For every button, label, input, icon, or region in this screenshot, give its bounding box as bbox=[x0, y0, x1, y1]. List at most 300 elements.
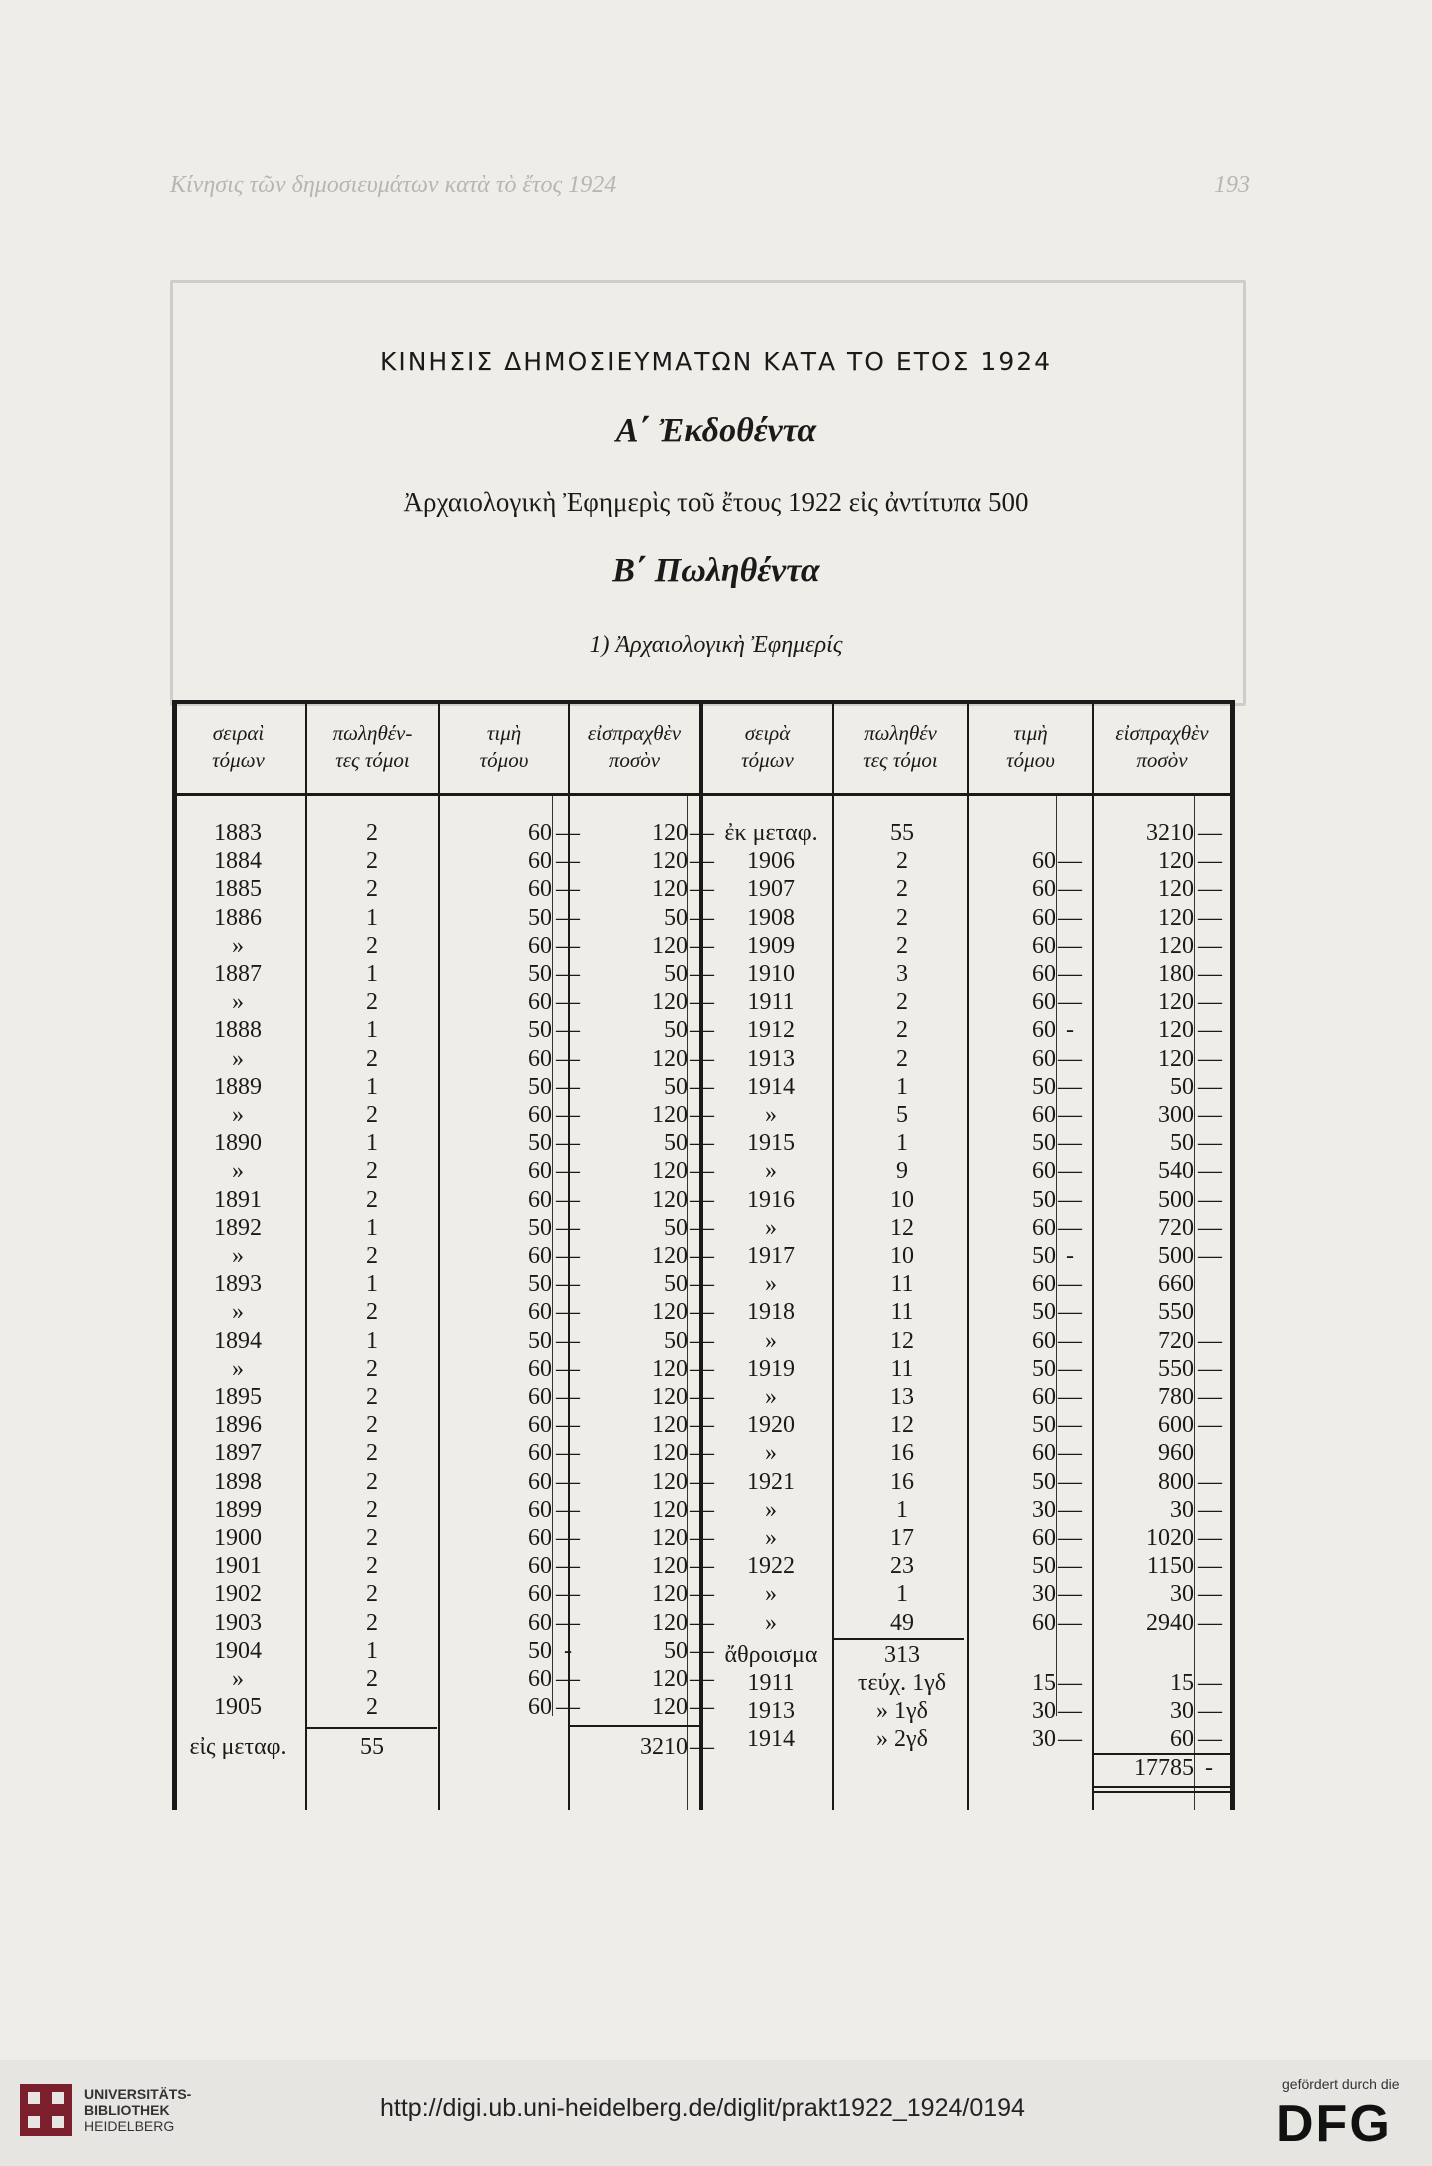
left-cell-sold: 1 bbox=[366, 1327, 378, 1354]
left-cell-series: 1900 bbox=[214, 1525, 262, 1551]
right-cell-amount: 960 bbox=[1158, 1440, 1194, 1467]
right-cell-price-dash: — bbox=[1058, 1214, 1082, 1241]
left-cell-price-dash: — bbox=[556, 876, 580, 903]
right-cell-amount: 30 bbox=[1170, 1581, 1194, 1608]
table-row bbox=[172, 848, 1235, 876]
right-cell-price-dash: - bbox=[1066, 1243, 1074, 1269]
right-cell-sold: 2 bbox=[896, 932, 908, 959]
left-cell-series: 1884 bbox=[214, 848, 262, 875]
right-cell-price-dash: — bbox=[1058, 1384, 1082, 1410]
left-cell-series: 1902 bbox=[214, 1581, 262, 1608]
right-cell-series: » bbox=[765, 1158, 777, 1185]
left-cell-amount-dash: — bbox=[690, 1214, 714, 1241]
right-cell-amount: 30 bbox=[1170, 1698, 1194, 1725]
left-cell-sold: 1 bbox=[366, 1214, 378, 1241]
header-sold: πωληθέν- τες τόμοι bbox=[332, 721, 413, 772]
table-row bbox=[172, 1670, 1235, 1698]
right-cell-amount: 50 bbox=[1170, 1130, 1194, 1157]
left-cell-price-dash: — bbox=[556, 1412, 580, 1439]
right-cell-sold: 1 bbox=[896, 1581, 908, 1608]
header-amount-2: εἰσπραχθὲν ποσὸν bbox=[1115, 721, 1209, 772]
bleed-through-title: Κίνησις τῶν δημοσιευμάτων κατὰ τὸ ἔτος 1924 bbox=[170, 172, 617, 198]
right-cell-amount-dash: — bbox=[1198, 1130, 1222, 1157]
right-cell-price: 30 bbox=[1032, 1726, 1056, 1753]
table-row bbox=[172, 1384, 1235, 1412]
left-cell-price: 60 bbox=[528, 1102, 552, 1128]
right-cell-amount-dash: — bbox=[1198, 1017, 1222, 1044]
left-cell-amount-dash: — bbox=[690, 1355, 714, 1382]
section-a-heading: Α΄ Ἐκδοθέντα bbox=[615, 412, 817, 449]
right-cell-price-dash: — bbox=[1058, 1130, 1082, 1157]
left-cell-price-dash: — bbox=[556, 1243, 580, 1269]
right-cell-price: 60 bbox=[1032, 961, 1056, 987]
right-cell-price: 30 bbox=[1032, 1698, 1056, 1725]
left-cell-amount: 120 bbox=[652, 1243, 688, 1269]
sales-table bbox=[172, 700, 1235, 1810]
left-cell-sold: 1 bbox=[366, 1271, 378, 1298]
right-cell-price-dash: — bbox=[1058, 1045, 1082, 1072]
right-cell-price-dash: — bbox=[1058, 989, 1082, 1016]
left-cell-amount: 120 bbox=[652, 876, 688, 903]
left-cell-sold: 2 bbox=[366, 848, 378, 875]
right-cell-amount: 720 bbox=[1158, 1327, 1194, 1354]
right-cell-amount-dash: — bbox=[1198, 820, 1222, 846]
right-cell-price: 50 bbox=[1032, 1355, 1056, 1382]
right-cell-sold: 16 bbox=[890, 1440, 914, 1467]
right-amount-double-rule-2 bbox=[1094, 1791, 1230, 1793]
right-cell-series: » bbox=[765, 1214, 777, 1241]
table-row bbox=[172, 1525, 1235, 1553]
right-cell-price: 60 bbox=[1032, 989, 1056, 1016]
left-cell-amount-dash: — bbox=[690, 1525, 714, 1551]
right-cell-price: 60 bbox=[1032, 1045, 1056, 1072]
dfg-logo: DFG bbox=[1276, 2095, 1392, 2153]
left-cell-price-dash: — bbox=[556, 1609, 580, 1636]
left-cell-amount: 120 bbox=[652, 1440, 688, 1467]
left-cell-price: 60 bbox=[528, 1609, 552, 1636]
right-cell-price-dash: — bbox=[1058, 1327, 1082, 1354]
left-cell-series: 1895 bbox=[214, 1384, 262, 1410]
right-cell-amount-dash: — bbox=[1198, 1412, 1222, 1439]
left-cell-amount-dash: — bbox=[690, 1243, 714, 1269]
left-cell-amount: 120 bbox=[652, 1045, 688, 1072]
right-cell-price: 60 bbox=[1032, 1214, 1056, 1241]
right-cell-price-dash: — bbox=[1058, 1468, 1082, 1495]
right-cell-sold: 10 bbox=[890, 1243, 914, 1269]
left-cell-price: 60 bbox=[528, 876, 552, 903]
left-cell-amount: 50 bbox=[664, 1073, 688, 1100]
header-series-2: σειρὰ τόμων bbox=[741, 721, 794, 772]
left-cell-price-dash: - bbox=[564, 1637, 572, 1664]
right-cell-series: 1907 bbox=[747, 876, 795, 903]
left-cell-amount-dash: — bbox=[690, 932, 714, 959]
right-cell-sold: 2 bbox=[896, 848, 908, 875]
left-cell-price: 50 bbox=[528, 1017, 552, 1044]
table-row bbox=[172, 1130, 1235, 1158]
right-cell-price-dash: — bbox=[1058, 1102, 1082, 1128]
left-cell-sold: 2 bbox=[366, 1355, 378, 1382]
right-cell-sold: 3 bbox=[896, 961, 908, 987]
right-cell-price-dash: — bbox=[1058, 1670, 1082, 1696]
left-cell-sold: 2 bbox=[366, 1553, 378, 1580]
left-cell-sold: 2 bbox=[366, 1581, 378, 1608]
table-row bbox=[172, 1158, 1235, 1186]
left-cell-amount-dash: — bbox=[690, 1102, 714, 1128]
left-cell-amount: 120 bbox=[652, 1186, 688, 1213]
right-cell-amount-dash: — bbox=[1198, 1525, 1222, 1551]
left-cell-series: 1887 bbox=[214, 961, 262, 987]
right-cell-sold: 10 bbox=[890, 1186, 914, 1213]
left-cell-amount-dash: — bbox=[690, 1017, 714, 1044]
left-cell-amount-dash: — bbox=[690, 1496, 714, 1523]
left-cell-series: 1897 bbox=[214, 1440, 262, 1467]
right-cell-sold: 11 bbox=[890, 1299, 914, 1326]
left-cell-amount-dash: — bbox=[690, 1666, 714, 1692]
right-cell-price: 60 bbox=[1032, 876, 1056, 903]
left-cell-price-dash: — bbox=[556, 1525, 580, 1551]
left-cell-series: » bbox=[232, 1102, 244, 1128]
right-cell-amount-dash: — bbox=[1198, 1726, 1222, 1753]
right-cell-series: 1917 bbox=[747, 1243, 795, 1269]
right-cell-price: 50 bbox=[1032, 1243, 1056, 1269]
left-cell-amount: 120 bbox=[652, 1581, 688, 1608]
subsection-heading: 1) Ἀρχαιολογικὴ Ἐφημερίς bbox=[589, 632, 843, 658]
right-cell-price-dash: — bbox=[1058, 1698, 1082, 1725]
left-cell-price-dash: — bbox=[556, 1214, 580, 1241]
left-cell-series: » bbox=[232, 1666, 244, 1692]
left-cell-price: 60 bbox=[528, 1581, 552, 1608]
left-cell-price: 50 bbox=[528, 1327, 552, 1354]
right-cell-price: 60 bbox=[1032, 1525, 1056, 1551]
right-cell-sold: 5 bbox=[896, 1102, 908, 1128]
table-row bbox=[172, 1440, 1235, 1468]
right-cell-amount: 17785 bbox=[1134, 1754, 1194, 1781]
left-cell-sold: 1 bbox=[366, 1017, 378, 1044]
left-cell-series: 1903 bbox=[214, 1609, 262, 1636]
right-cell-amount-dash: — bbox=[1198, 1698, 1222, 1725]
left-cell-amount-dash: — bbox=[690, 820, 714, 846]
table-row bbox=[172, 876, 1235, 904]
left-cell-price: 60 bbox=[528, 1243, 552, 1269]
section-b-heading: Β΄ Πωληθέντα bbox=[612, 552, 820, 589]
table-row bbox=[172, 1412, 1235, 1440]
right-cell-price-dash: — bbox=[1058, 1496, 1082, 1523]
right-cell-price-dash: — bbox=[1058, 1726, 1082, 1753]
left-cell-price: 60 bbox=[528, 989, 552, 1016]
left-cell-series: 1893 bbox=[214, 1271, 262, 1298]
left-cell-amount-dash: — bbox=[690, 1299, 714, 1326]
table-row bbox=[172, 1299, 1235, 1327]
left-cell-price-dash: — bbox=[556, 989, 580, 1016]
left-cell-amount-dash: — bbox=[690, 876, 714, 903]
left-cell-price: 60 bbox=[528, 1553, 552, 1580]
left-cell-sold: 2 bbox=[366, 1299, 378, 1326]
left-cell-amount: 120 bbox=[652, 989, 688, 1016]
right-cell-amount: 600 bbox=[1158, 1412, 1194, 1439]
right-cell-sold: 1 bbox=[896, 1496, 908, 1523]
right-cell-amount: 120 bbox=[1158, 876, 1194, 903]
right-amount-double-rule-1 bbox=[1094, 1786, 1230, 1788]
left-cell-price: 50 bbox=[528, 1073, 552, 1100]
right-cell-amount-dash: — bbox=[1198, 1384, 1222, 1410]
left-cell-price-dash: — bbox=[556, 1271, 580, 1298]
right-cell-amount-dash: — bbox=[1198, 904, 1222, 931]
left-cell-amount-dash: — bbox=[690, 1158, 714, 1185]
right-cell-price-dash: — bbox=[1058, 1553, 1082, 1580]
left-cell-price-dash: — bbox=[556, 1299, 580, 1326]
table-top-rule bbox=[172, 700, 1235, 704]
left-cell-sold: 2 bbox=[366, 989, 378, 1016]
left-cell-price: 60 bbox=[528, 932, 552, 959]
right-cell-amount-dash: - bbox=[1205, 1754, 1213, 1781]
right-cell-amount: 120 bbox=[1158, 932, 1194, 959]
right-cell-price-dash: — bbox=[1058, 1271, 1082, 1298]
left-cell-sold: 2 bbox=[366, 1243, 378, 1269]
right-cell-sold: 12 bbox=[890, 1214, 914, 1241]
left-cell-series: 1894 bbox=[214, 1327, 262, 1354]
right-cell-amount: 550 bbox=[1158, 1299, 1194, 1326]
left-cell-price-dash: — bbox=[556, 1073, 580, 1100]
left-cell-price: 60 bbox=[528, 1666, 552, 1692]
left-cell-price: 60 bbox=[528, 1186, 552, 1213]
right-cell-amount: 720 bbox=[1158, 1214, 1194, 1241]
right-cell-amount: 540 bbox=[1158, 1158, 1194, 1185]
left-cell-price: 60 bbox=[528, 1694, 552, 1721]
left-cell-sold: 2 bbox=[366, 1496, 378, 1523]
right-cell-price-dash: — bbox=[1058, 1581, 1082, 1608]
right-cell-price: 60 bbox=[1032, 1327, 1056, 1354]
right-cell-price-dash: — bbox=[1058, 1440, 1082, 1467]
left-cell-amount: 50 bbox=[664, 961, 688, 987]
right-cell-series: 1916 bbox=[747, 1186, 795, 1213]
table-row bbox=[172, 1102, 1235, 1130]
right-cell-series: 1920 bbox=[747, 1412, 795, 1439]
right-cell-price-dash: — bbox=[1058, 904, 1082, 931]
left-cell-amount-dash: — bbox=[690, 1694, 714, 1721]
table-row bbox=[172, 1046, 1235, 1074]
left-cell-amount-dash: — bbox=[690, 1553, 714, 1580]
left-cell-amount-dash: — bbox=[690, 1581, 714, 1608]
header-price: τιμὴ τόμου bbox=[479, 721, 529, 772]
right-cell-amount: 120 bbox=[1158, 1017, 1194, 1044]
left-cell-price-dash: — bbox=[556, 1130, 580, 1157]
right-cell-price-dash: — bbox=[1058, 961, 1082, 987]
right-cell-amount: 1150 bbox=[1146, 1553, 1194, 1580]
left-cell-amount-dash: — bbox=[690, 1130, 714, 1157]
right-cell-series: 1906 bbox=[747, 848, 795, 875]
left-cell-price: 50 bbox=[528, 1130, 552, 1157]
left-cell-amount-dash: — bbox=[690, 1045, 714, 1072]
right-cell-price: 60 bbox=[1032, 848, 1056, 875]
right-cell-amount: 500 bbox=[1158, 1186, 1194, 1213]
right-cell-price: 50 bbox=[1032, 1130, 1056, 1157]
left-cell-amount-dash: — bbox=[690, 989, 714, 1016]
right-cell-price: 60 bbox=[1032, 1102, 1056, 1128]
left-cell-amount: 50 bbox=[664, 1017, 688, 1044]
right-cell-sold: 11 bbox=[890, 1355, 914, 1382]
left-cell-sold: 2 bbox=[366, 1468, 378, 1495]
left-cell-sold: 2 bbox=[366, 1158, 378, 1185]
right-cell-sold: 11 bbox=[890, 1271, 914, 1298]
right-cell-amount-dash: — bbox=[1198, 876, 1222, 903]
left-cell-amount-dash: — bbox=[690, 1271, 714, 1298]
left-cell-price: 60 bbox=[528, 1440, 552, 1467]
left-cell-amount: 120 bbox=[652, 1412, 688, 1439]
right-cell-amount-dash: — bbox=[1198, 1186, 1222, 1213]
right-cell-price-dash: — bbox=[1058, 1299, 1082, 1326]
right-cell-series: 1914 bbox=[747, 1073, 795, 1100]
funding-label: gefördert durch die bbox=[1282, 2076, 1400, 2092]
right-cell-price: 15 bbox=[1032, 1670, 1056, 1696]
left-cell-price-dash: — bbox=[556, 848, 580, 875]
left-cell-series: 1885 bbox=[214, 876, 262, 903]
right-cell-series: » bbox=[765, 1581, 777, 1608]
right-cell-price: 50 bbox=[1032, 1299, 1056, 1326]
right-cell-amount: 300 bbox=[1158, 1102, 1194, 1128]
bleed-through-page-number: 193 bbox=[1214, 172, 1250, 198]
left-cell-amount-dash: — bbox=[690, 1637, 714, 1664]
left-cell-amount: 120 bbox=[652, 1468, 688, 1495]
right-cell-sold: 17 bbox=[890, 1525, 914, 1551]
right-cell-amount: 120 bbox=[1158, 989, 1194, 1016]
right-cell-price: 50 bbox=[1032, 1412, 1056, 1439]
right-cell-sold: » 2γδ bbox=[876, 1726, 928, 1753]
right-cell-amount: 660 bbox=[1158, 1271, 1194, 1298]
left-cell-price: 60 bbox=[528, 1468, 552, 1495]
right-cell-amount: 120 bbox=[1158, 904, 1194, 931]
right-cell-series: » bbox=[765, 1384, 777, 1410]
right-cell-price: 60 bbox=[1032, 1271, 1056, 1298]
table-row bbox=[172, 905, 1235, 933]
left-cell-amount-dash: — bbox=[690, 1073, 714, 1100]
right-cell-series: 1913 bbox=[747, 1045, 795, 1072]
header-amount: εἰσπραχθὲν ποσὸν bbox=[587, 721, 682, 772]
right-cell-sold: 9 bbox=[896, 1158, 908, 1185]
right-cell-amount: 800 bbox=[1158, 1468, 1194, 1495]
right-cell-series: ἄθροισμα bbox=[724, 1641, 818, 1668]
right-cell-sold: 2 bbox=[896, 1017, 908, 1044]
right-cell-amount: 15 bbox=[1170, 1670, 1194, 1696]
left-cell-series: εἰς μεταφ. bbox=[189, 1734, 287, 1761]
right-cell-sold: 1 bbox=[896, 1130, 908, 1157]
right-cell-price-dash: — bbox=[1058, 1609, 1082, 1636]
left-cell-amount-dash: — bbox=[690, 1468, 714, 1495]
left-cell-series: » bbox=[232, 1158, 244, 1185]
left-cell-price-dash: — bbox=[556, 1666, 580, 1692]
right-cell-amount-dash: — bbox=[1198, 989, 1222, 1016]
right-cell-series: 1912 bbox=[747, 1017, 795, 1044]
right-cell-sold: 55 bbox=[890, 820, 914, 846]
left-cell-series: 1889 bbox=[214, 1073, 262, 1100]
left-cell-sold: 2 bbox=[366, 1440, 378, 1467]
right-cell-amount: 500 bbox=[1158, 1243, 1194, 1269]
left-cell-amount: 50 bbox=[664, 1271, 688, 1298]
table-row bbox=[172, 1328, 1235, 1356]
table-row bbox=[172, 1215, 1235, 1243]
left-cell-price-dash: — bbox=[556, 820, 580, 846]
right-cell-price-dash: — bbox=[1058, 1158, 1082, 1185]
right-cell-price-dash: — bbox=[1058, 1073, 1082, 1100]
left-cell-price-dash: — bbox=[556, 1581, 580, 1608]
left-cell-price-dash: — bbox=[556, 1102, 580, 1128]
right-cell-series: 1910 bbox=[747, 961, 795, 987]
left-cell-price: 60 bbox=[528, 1384, 552, 1410]
left-cell-price-dash: — bbox=[556, 1694, 580, 1721]
left-cell-sold: 1 bbox=[366, 1637, 378, 1664]
right-cell-series: 1914 bbox=[747, 1726, 795, 1753]
right-cell-amount: 60 bbox=[1170, 1726, 1194, 1753]
right-cell-series: » bbox=[765, 1496, 777, 1523]
table-row bbox=[172, 1356, 1235, 1384]
right-cell-price: 60 bbox=[1032, 1017, 1056, 1044]
right-cell-price: 60 bbox=[1032, 932, 1056, 959]
left-cell-price-dash: — bbox=[556, 1384, 580, 1410]
left-cell-sold: 2 bbox=[366, 1102, 378, 1128]
table-row bbox=[172, 1271, 1235, 1299]
right-cell-amount-dash: — bbox=[1198, 1102, 1222, 1128]
right-cell-amount: 30 bbox=[1170, 1496, 1194, 1523]
left-cell-sold: 2 bbox=[366, 1609, 378, 1636]
table-row bbox=[172, 1469, 1235, 1497]
left-cell-amount: 120 bbox=[652, 1609, 688, 1636]
left-cell-amount-dash: — bbox=[690, 1609, 714, 1636]
left-cell-series: 1883 bbox=[214, 820, 262, 846]
left-cell-sold: 2 bbox=[366, 820, 378, 846]
left-cell-price-dash: — bbox=[556, 1355, 580, 1382]
left-cell-price-dash: — bbox=[556, 1468, 580, 1495]
left-cell-amount: 120 bbox=[652, 1666, 688, 1692]
right-cell-series: ἐκ μεταφ. bbox=[724, 820, 818, 846]
table-row bbox=[172, 1074, 1235, 1102]
left-cell-series: » bbox=[232, 1045, 244, 1072]
right-cell-price: 50 bbox=[1032, 1553, 1056, 1580]
right-cell-amount: 780 bbox=[1158, 1384, 1194, 1410]
left-cell-price-dash: — bbox=[556, 1440, 580, 1467]
right-cell-price: 60 bbox=[1032, 904, 1056, 931]
right-cell-amount-dash: — bbox=[1198, 1670, 1222, 1696]
table-row bbox=[172, 1698, 1235, 1726]
left-cell-price: 60 bbox=[528, 1496, 552, 1523]
permalink-url[interactable]: http://digi.ub.uni-heidelberg.de/diglit/prakt1922_1924/0194 bbox=[380, 2094, 1025, 2122]
page-title: ΚΙΝΗΣΙΣ ΔΗΜΟΣΙΕΥΜΑΤΩΝ ΚΑΤΑ ΤΟ ΕΤΟΣ 1924 bbox=[379, 347, 1053, 376]
left-cell-sold: 2 bbox=[366, 932, 378, 959]
right-cell-price: 50 bbox=[1032, 1186, 1056, 1213]
bleed-through-header bbox=[170, 172, 1250, 199]
right-cell-sold: τεύχ. 1γδ bbox=[857, 1670, 947, 1696]
left-cell-amount: 50 bbox=[664, 1637, 688, 1664]
left-cell-sold: 2 bbox=[366, 876, 378, 903]
right-cell-amount: 180 bbox=[1158, 961, 1194, 987]
table-row bbox=[172, 1581, 1235, 1609]
right-cell-price: 60 bbox=[1032, 1384, 1056, 1410]
right-cell-amount: 2940 bbox=[1146, 1609, 1194, 1636]
right-cell-sold: 2 bbox=[896, 876, 908, 903]
right-cell-series: 1908 bbox=[747, 904, 795, 931]
right-cell-amount-dash: — bbox=[1198, 932, 1222, 959]
left-cell-amount: 3210 bbox=[640, 1734, 688, 1761]
right-cell-sold: 2 bbox=[896, 989, 908, 1016]
left-cell-series: 1892 bbox=[214, 1214, 262, 1241]
left-cell-amount-dash: — bbox=[690, 848, 714, 875]
left-cell-price: 60 bbox=[528, 848, 552, 875]
right-cell-series: 1911 bbox=[747, 1670, 795, 1696]
left-cell-sold: 1 bbox=[366, 1073, 378, 1100]
right-cell-amount: 550 bbox=[1158, 1355, 1194, 1382]
university-library-logo-icon bbox=[16, 2080, 76, 2140]
right-cell-sold: » 1γδ bbox=[876, 1698, 928, 1725]
right-cell-price-dash: — bbox=[1058, 932, 1082, 959]
table-row bbox=[172, 1497, 1235, 1525]
